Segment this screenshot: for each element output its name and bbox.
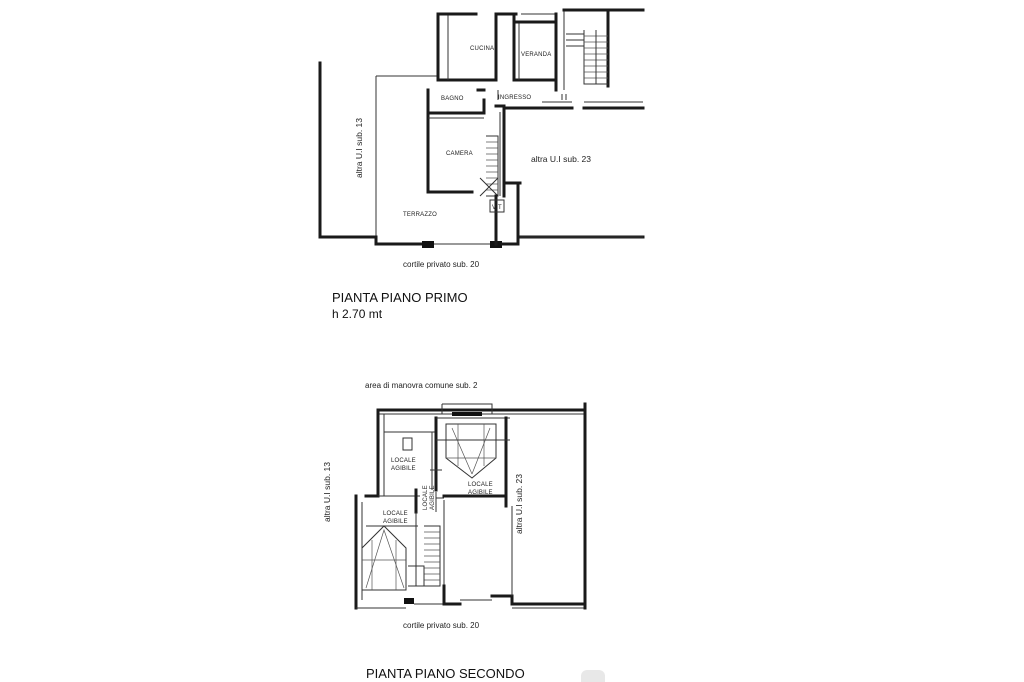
maneuver-area-label: area di manovra comune sub. 2 xyxy=(365,381,478,390)
courtyard-label: cortile privato sub. 20 xyxy=(403,260,480,269)
room-label-locale-4a: LOCALE xyxy=(383,511,408,517)
left-neighbor-label-second: altra U.I sub. 13 xyxy=(322,461,332,522)
room-label-terrazzo: TERRAZZO xyxy=(403,212,437,218)
first-floor-plan xyxy=(320,10,643,321)
room-label-camera: CAMERA xyxy=(446,151,473,157)
right-neighbor-label: altra U.I sub. 23 xyxy=(531,154,592,164)
room-label-locale-2b: AGIBILE xyxy=(468,490,493,496)
room-label-bagno: BAGNO xyxy=(441,96,464,102)
scroll-handle[interactable] xyxy=(581,670,605,682)
right-neighbor-label-second: altra U.I sub. 23 xyxy=(514,473,524,534)
room-label-locale-1b: AGIBILE xyxy=(391,466,416,472)
room-label-locale-3b: AGIBILE xyxy=(430,485,436,510)
room-label-locale-2a: LOCALE xyxy=(468,482,493,488)
courtyard-label-second: cortile privato sub. 20 xyxy=(403,621,480,630)
svg-text:V T: V T xyxy=(492,205,502,211)
roof-window-upper xyxy=(446,424,496,478)
first-floor-title: PIANTA PIANO PRIMO xyxy=(332,290,468,305)
second-floor-title: PIANTA PIANO SECONDO xyxy=(366,666,525,681)
room-label-locale-3a: LOCALE xyxy=(423,485,429,510)
roof-window-lower xyxy=(362,526,406,590)
stairs-second-floor xyxy=(408,526,440,586)
room-label-ingresso: INGRESSO xyxy=(498,95,532,101)
stairs-inner xyxy=(480,136,498,196)
left-neighbor-label: altra U.I sub. 13 xyxy=(354,117,364,178)
second-floor-plan xyxy=(322,381,585,681)
room-label-locale-4b: AGIBILE xyxy=(383,519,408,525)
room-label-veranda: VERANDA xyxy=(521,52,552,58)
stairs-top xyxy=(566,30,608,84)
room-label-locale-1a: LOCALE xyxy=(391,458,416,464)
first-floor-height: h 2.70 mt xyxy=(332,307,383,321)
room-label-cucina: CUCINA xyxy=(470,46,495,52)
